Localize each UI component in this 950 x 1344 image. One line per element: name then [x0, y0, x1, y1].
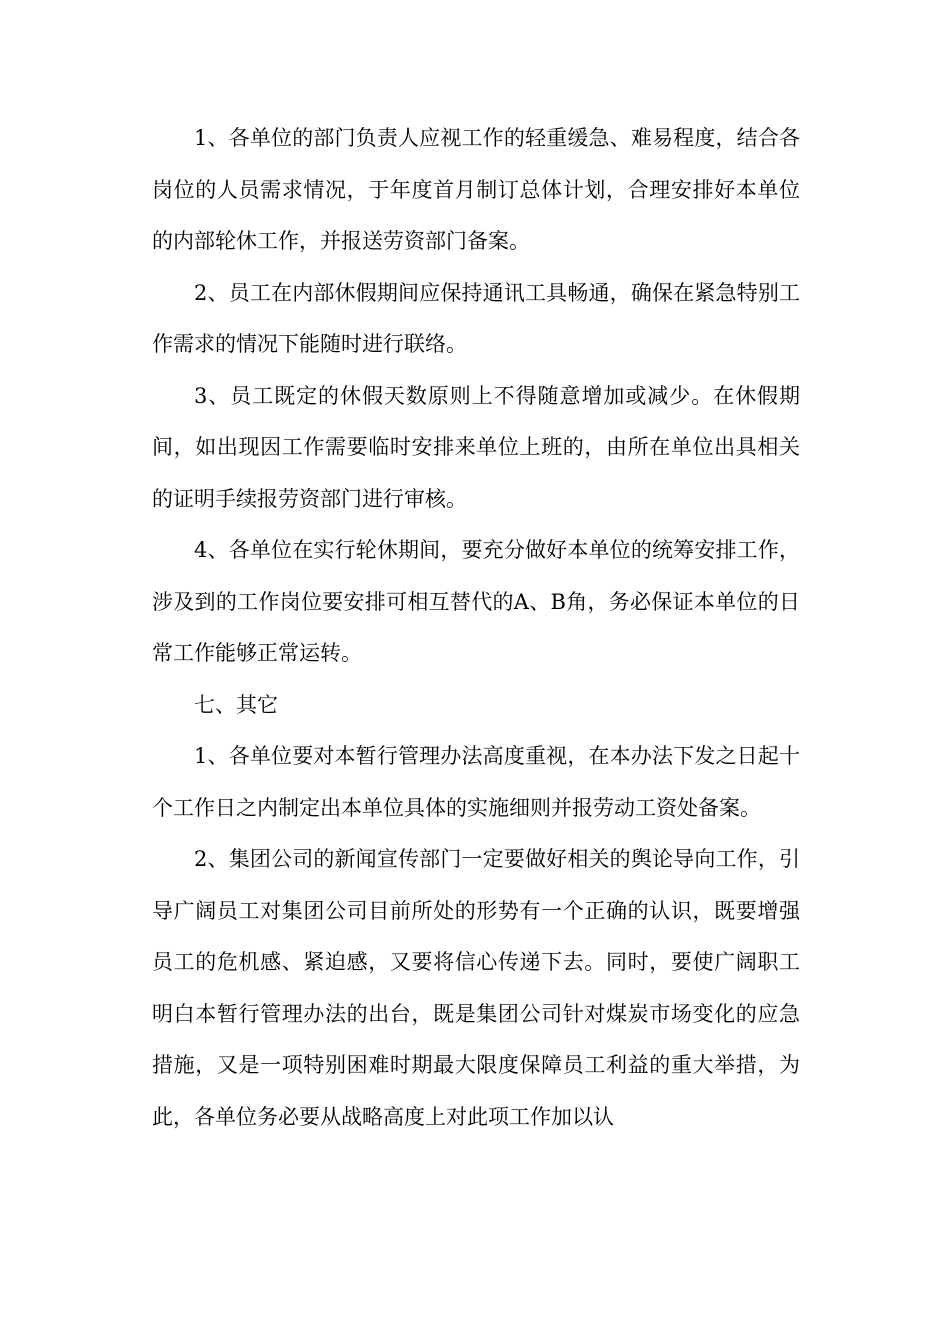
paragraph-communication: 2、员工在内部休假期间应保持通讯工具畅通，确保在紧急特别工作需求的情况下能随时进行联络。	[152, 280, 800, 356]
paragraph-rotation-plan: 1、各单位的部门负责人应视工作的轻重缓急、难易程度，结合各岗位的人员需求情况，于年度首月制订总体计划，合理安排好本单位的内部轮休工作，并报送劳资部门备案。	[152, 126, 800, 253]
document-body	[152, 113, 800, 1143]
paragraph-leave-days: 3、员工既定的休假天数原则上不得随意增加或减少。在休假期间，如出现因工作需要临时安排来单位上班的，由所在单位出具相关的证明手续报劳资部门进行审核。	[152, 383, 800, 511]
section-heading-other: 七、其它	[194, 692, 278, 717]
paragraph-coordination: 4、各单位在实行轮休期间，要充分做好本单位的统筹安排工作，涉及到的工作岗位要安排可相互替代的A、B角，务必保证本单位的日常工作能够正常运转。	[152, 538, 800, 665]
paragraph-implementation: 1、各单位要对本暂行管理办法高度重视，在本办法下发之日起十个工作日之内制定出本单位具体的实施细则并报劳动工资处备案。	[152, 744, 800, 820]
paragraph-publicity: 2、集团公司的新闻宣传部门一定要做好相关的舆论导向工作，引导广阔员工对集团公司目前所处的形势有一个正确的认识，既要增强员工的危机感、紧迫感，又要将信心传递下去。同时，要使广阔职工明白本暂行管理办法的出台，既是集团公司针对煤炭市场变化的应急措施，又是一项特别困难时期最大限度保障员工利益的重大举措，为此，各单位务必要从战略高度上对此项工作加以认	[152, 847, 800, 1129]
